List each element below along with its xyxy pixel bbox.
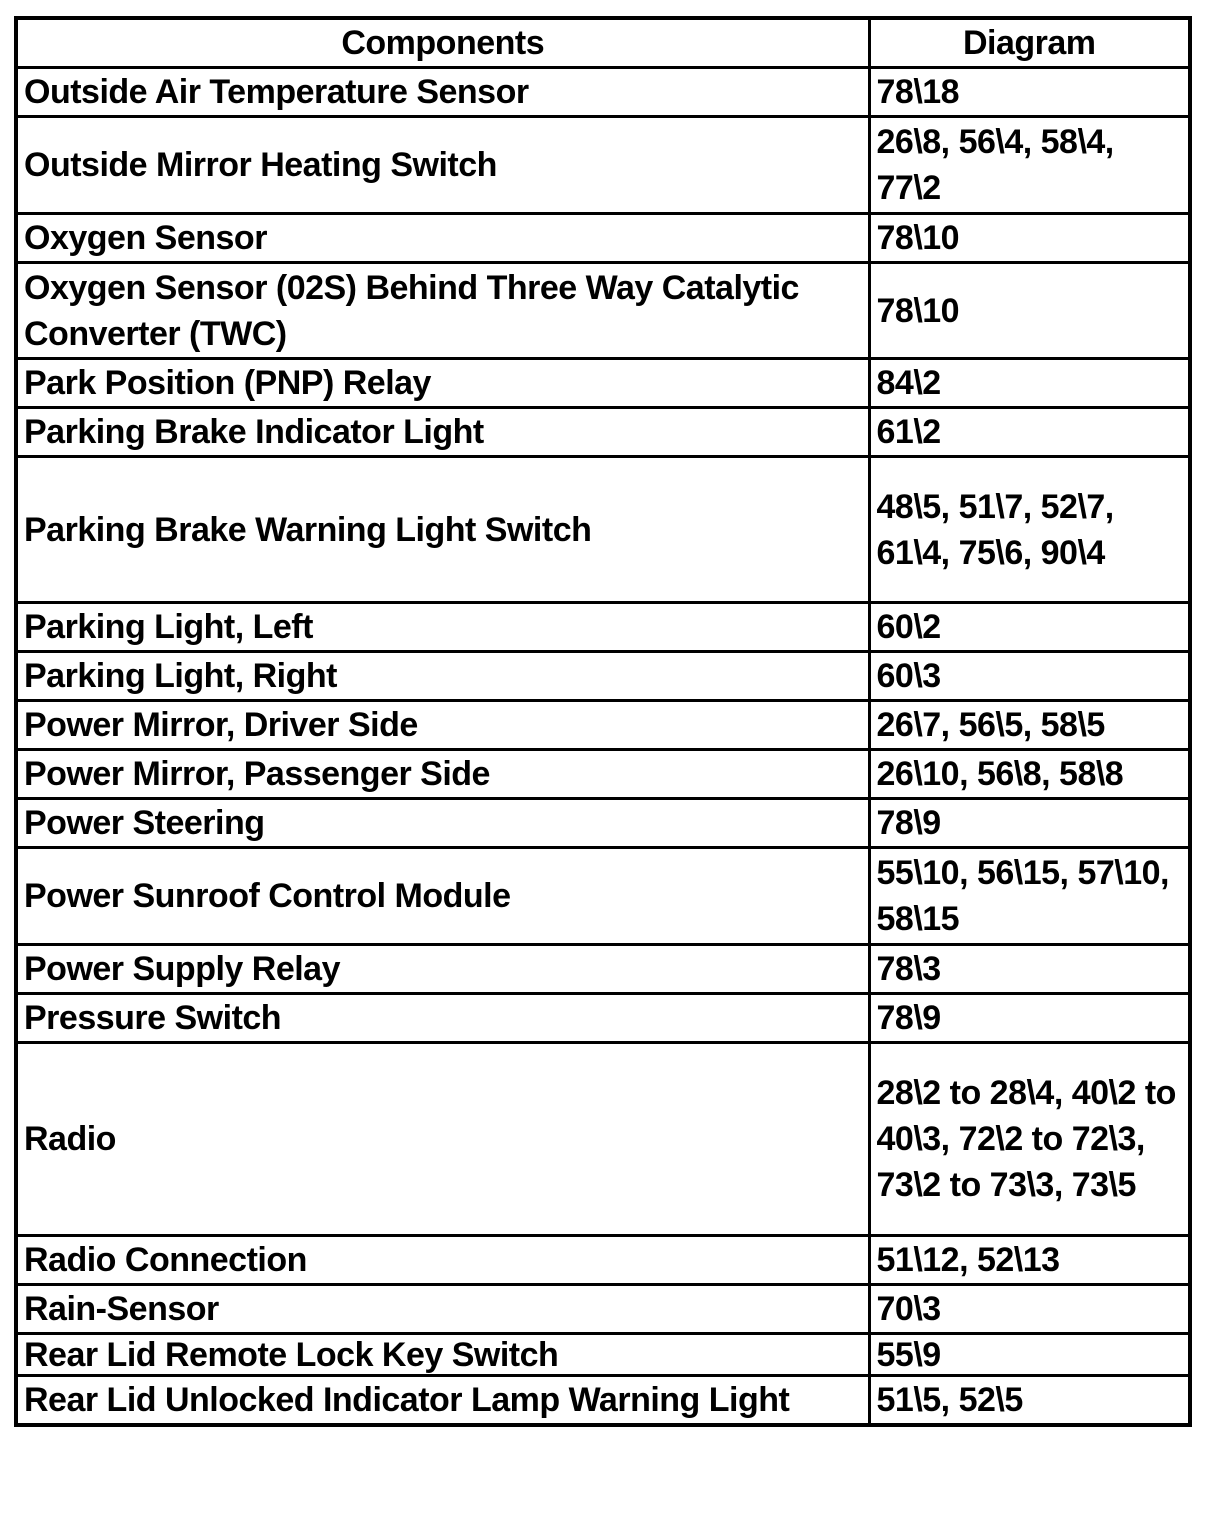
table-row: [16, 117, 1190, 214]
component-cell: Power Supply Relay: [16, 945, 869, 994]
component-cell: Rear Lid Remote Lock Key Switch: [16, 1334, 869, 1376]
component-cell: Power Mirror, Passenger Side: [16, 750, 869, 799]
diagram-cell: 78\10: [869, 214, 1190, 263]
diagram-cell: 26\10, 56\8, 58\8: [869, 750, 1190, 799]
table-row: [16, 603, 1190, 652]
component-cell: Rain-Sensor: [16, 1285, 869, 1334]
component-cell: Oxygen Sensor: [16, 214, 869, 263]
table-row: [16, 214, 1190, 263]
component-cell: Parking Light, Left: [16, 603, 869, 652]
table-row: [16, 1376, 1190, 1426]
component-cell: Outside Air Temperature Sensor: [16, 68, 869, 117]
diagram-cell: 78\18: [869, 68, 1190, 117]
component-cell: Parking Brake Indicator Light: [16, 408, 869, 457]
component-cell: Power Mirror, Driver Side: [16, 701, 869, 750]
table-row: [16, 1236, 1190, 1285]
diagram-cell: 28\2 to 28\4, 40\2 to 40\3, 72\2 to 72\3, 73\2 to 73\3, 73\5: [869, 1043, 1190, 1236]
diagram-cell: 51\5, 52\5: [869, 1376, 1190, 1426]
component-cell: Radio Connection: [16, 1236, 869, 1285]
diagram-cell: 78\10: [869, 263, 1190, 359]
header-row: [16, 18, 1190, 68]
component-cell: Outside Mirror Heating Switch: [16, 117, 869, 214]
table-row: [16, 799, 1190, 848]
diagram-header: Diagram: [869, 18, 1190, 68]
component-diagram-table: [14, 16, 1192, 1427]
table-row: [16, 701, 1190, 750]
components-header: Components: [16, 18, 869, 68]
table-row: [16, 68, 1190, 117]
table-row: [16, 1334, 1190, 1376]
component-cell: Parking Light, Right: [16, 652, 869, 701]
diagram-cell: 26\7, 56\5, 58\5: [869, 701, 1190, 750]
table-row: [16, 408, 1190, 457]
component-cell: Rear Lid Unlocked Indicator Lamp Warning Light: [16, 1376, 869, 1426]
diagram-cell: 60\3: [869, 652, 1190, 701]
component-cell: Pressure Switch: [16, 994, 869, 1043]
table-row: [16, 848, 1190, 945]
table-row: [16, 457, 1190, 603]
diagram-cell: 61\2: [869, 408, 1190, 457]
component-cell: Power Steering: [16, 799, 869, 848]
diagram-cell: 78\9: [869, 799, 1190, 848]
diagram-cell: 84\2: [869, 359, 1190, 408]
diagram-cell: 70\3: [869, 1285, 1190, 1334]
diagram-cell: 78\3: [869, 945, 1190, 994]
table-row: [16, 750, 1190, 799]
diagram-cell: 55\10, 56\15, 57\10, 58\15: [869, 848, 1190, 945]
diagram-cell: 26\8, 56\4, 58\4, 77\2: [869, 117, 1190, 214]
table-row: [16, 263, 1190, 359]
table-row: [16, 994, 1190, 1043]
component-cell: Power Sunroof Control Module: [16, 848, 869, 945]
component-cell: Parking Brake Warning Light Switch: [16, 457, 869, 603]
table-row: [16, 359, 1190, 408]
table-row: [16, 1043, 1190, 1236]
component-cell: Oxygen Sensor (02S) Behind Three Way Catalytic Converter (TWC): [16, 263, 869, 359]
diagram-cell: 60\2: [869, 603, 1190, 652]
component-cell: Radio: [16, 1043, 869, 1236]
table-row: [16, 1285, 1190, 1334]
component-cell: Park Position (PNP) Relay: [16, 359, 869, 408]
diagram-cell: 51\12, 52\13: [869, 1236, 1190, 1285]
diagram-cell: 55\9: [869, 1334, 1190, 1376]
diagram-cell: 78\9: [869, 994, 1190, 1043]
diagram-cell: 48\5, 51\7, 52\7, 61\4, 75\6, 90\4: [869, 457, 1190, 603]
table-row: [16, 652, 1190, 701]
table-row: [16, 945, 1190, 994]
